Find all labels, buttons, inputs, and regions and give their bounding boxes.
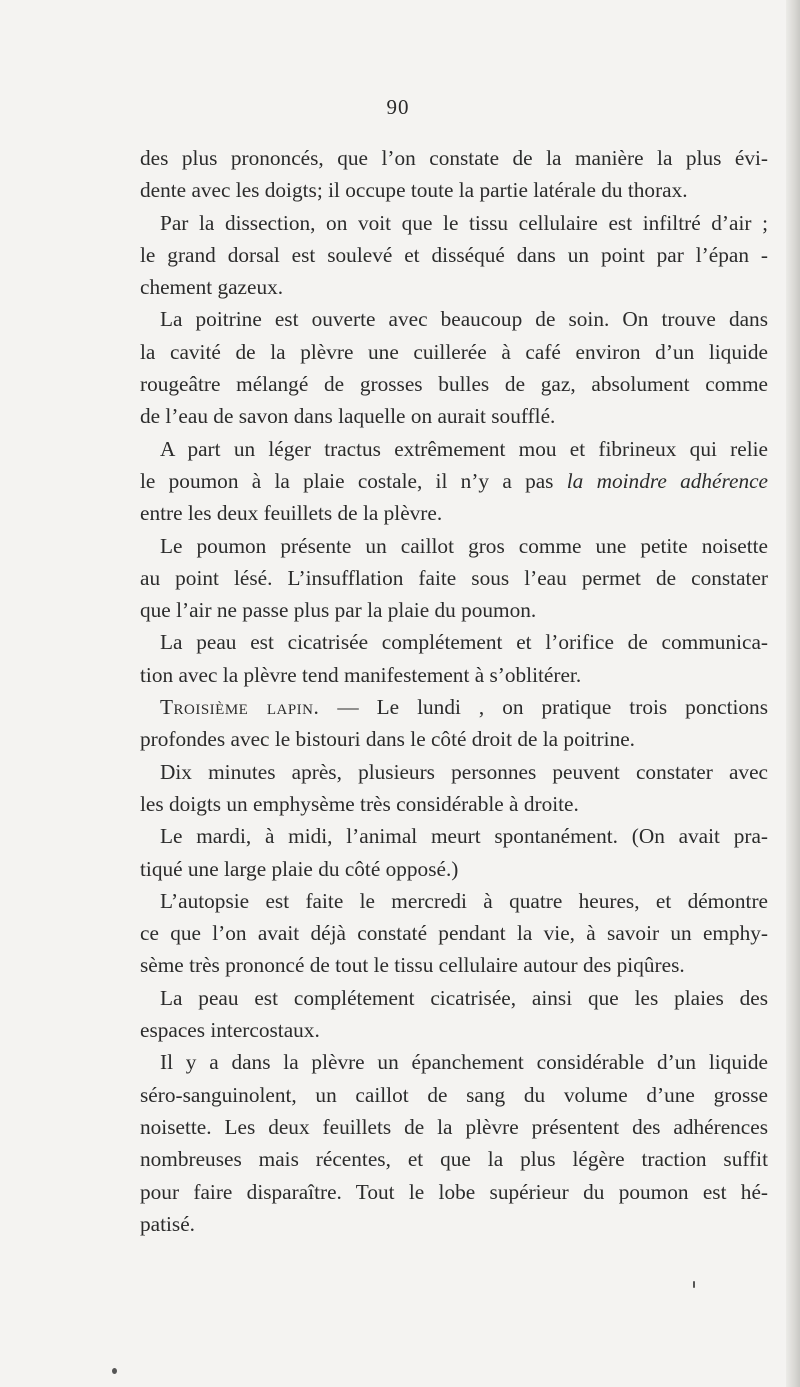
text-line: dente avec les doigts; il occupe toute la partie latérale du thorax. [140,178,688,203]
paper-speck [693,1281,695,1288]
text-line [140,465,768,497]
text-line: rougeâtre mélangé de grosses bulles de gaz, absolument comme [140,372,768,397]
text-span: le poumon à la plaie costale, il n’y a pas [140,468,567,493]
text-line: La peau est cicatrisée complétement et l’orifice de communica- [160,630,768,655]
text-line: que l’air ne passe plus par la plaie du poumon. [140,598,537,623]
text-line: sème très prononcé de tout le tissu cellulaire autour des piqûres. [140,953,685,978]
text-line: chement gazeux. [140,275,284,300]
italic-phrase: la moindre adhérence [566,468,768,493]
text-line: A part un léger tractus extrêmement mou et fibrineux qui relie [160,436,768,461]
text-line: la cavité de la plèvre une cuillerée à café environ d’un liquide [140,339,768,364]
text-line: les doigts un emphysème très considérable à droite. [140,791,579,816]
text-line: Le mardi, à midi, l’animal meurt spontanément. (On avait pra- [160,824,768,849]
text-line: profondes avec le bistouri dans le côté droit de la poitrine. [140,727,635,752]
text-line: tiqué une large plaie du côté opposé.) [140,856,459,881]
text-line: le grand dorsal est soulevé et disséqué dans un point par l’épan - [140,242,768,267]
text-line: espaces intercostaux. [140,1018,320,1043]
text-line: patisé. [140,1211,195,1236]
page-edge-shadow [786,0,800,1387]
text-line: Dix minutes après, plusieurs personnes peuvent constater avec [160,759,768,784]
text-line: Par la dissection, on voit que le tissu cellulaire est infiltré d’air ; [160,210,768,235]
body-text [140,142,768,1240]
section-heading: Troisième lapin. [160,695,320,720]
text-line: entre les deux feuillets de la plèvre. [140,501,443,526]
text-line: Il y a dans la plèvre un épanchement considérable d’un liquide [160,1050,768,1075]
page-number: 90 [386,95,410,119]
text-line: de l’eau de savon dans laquelle on aurait soufflé. [140,404,556,429]
text-line: La poitrine est ouverte avec beaucoup de soin. On trouve dans [160,307,768,332]
text-line: séro-sanguinolent, un caillot de sang du volume d’une grosse [140,1082,768,1107]
text-line: au point lésé. L’insufflation faite sous l’eau permet de constater [140,565,768,590]
text-line: tion avec la plèvre tend manifestement à s’oblitérer. [140,662,582,687]
paper-speck [112,1368,117,1374]
text-line [140,691,768,723]
text-span: — Le lundi , on pratique trois ponctions [319,695,768,720]
text-line: des plus prononcés, que l’on constate de la manière la plus évi- [140,146,768,170]
text-line: ce que l’on avait déjà constaté pendant la vie, à savoir un emphy- [140,921,768,946]
text-line: noisette. Les deux feuillets de la plèvre présentent des adhérences [140,1114,768,1139]
text-line: L’autopsie est faite le mercredi à quatre heures, et démontre [160,888,768,913]
text-line: La peau est complétement cicatrisée, ainsi que les plaies des [160,985,768,1010]
text-line: nombreuses mais récentes, et que la plus légère traction suffit [140,1147,768,1172]
text-line: pour faire disparaître. Tout le lobe supérieur du poumon est hé- [140,1179,768,1204]
text-line: Le poumon présente un caillot gros comme une petite noisette [160,533,768,558]
